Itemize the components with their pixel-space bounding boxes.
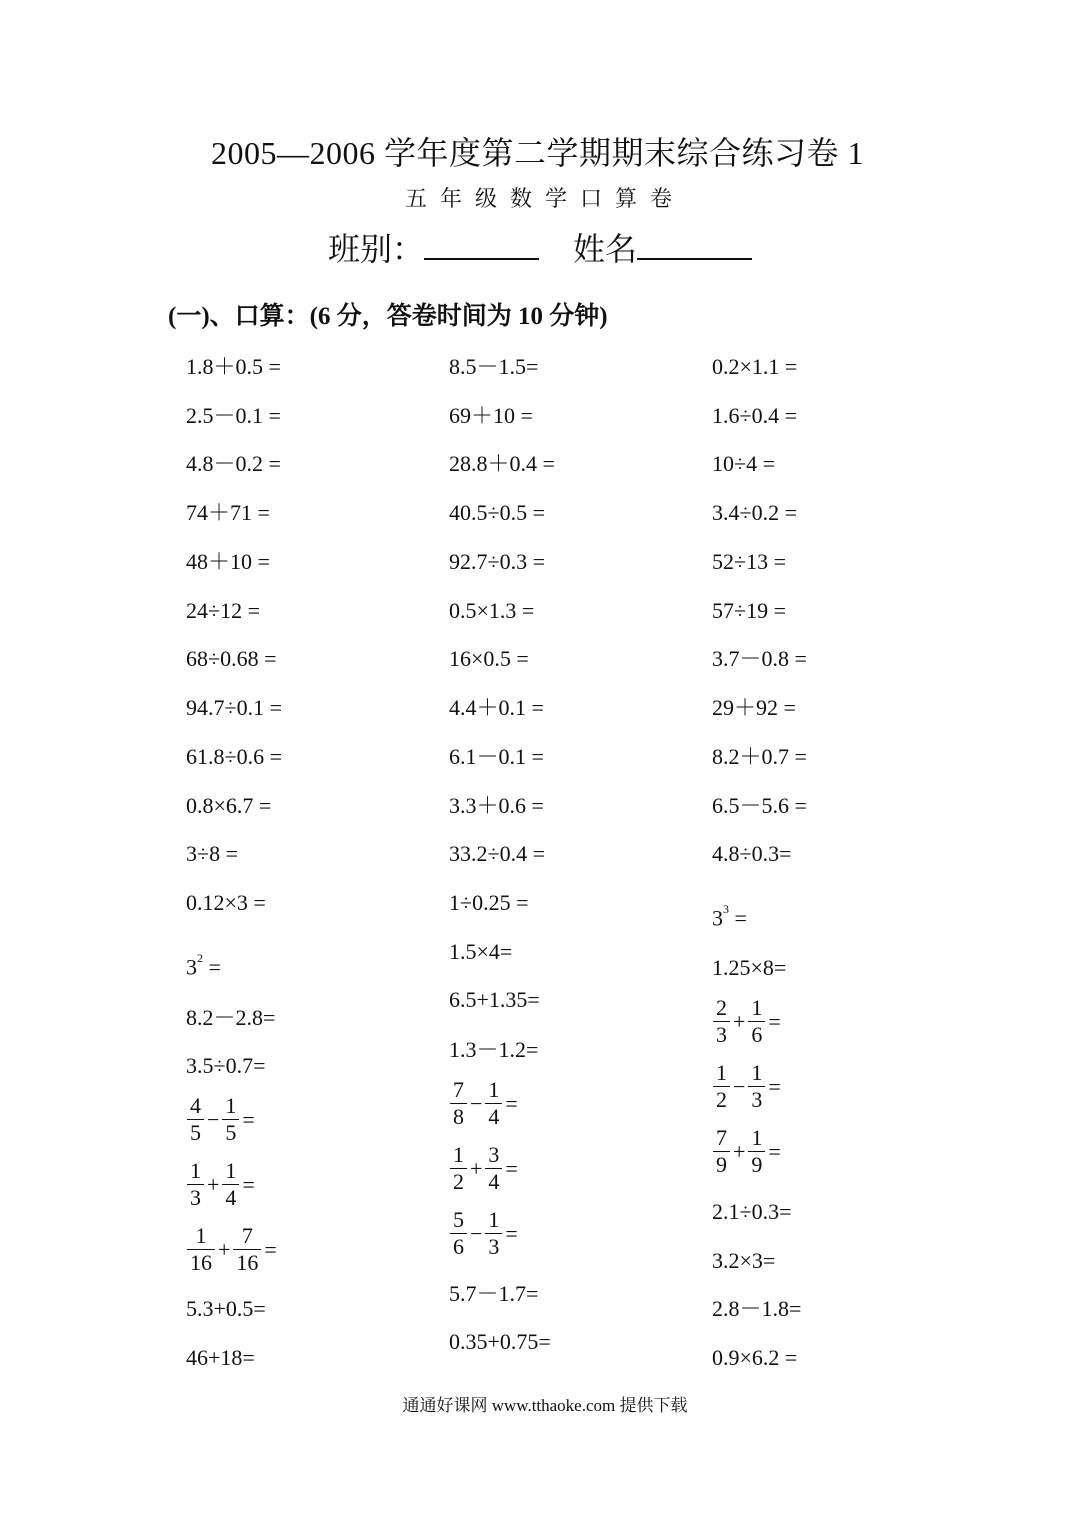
- denominator: 3: [190, 1185, 201, 1210]
- fraction: [748, 1125, 765, 1178]
- denominator: 6: [751, 1022, 763, 1047]
- operator: +: [218, 1236, 231, 1262]
- numerator: 3: [485, 1142, 502, 1169]
- problem-item: 74＋71 =: [186, 500, 270, 525]
- problem-item: 92.7÷0.3 =: [449, 549, 545, 574]
- problem-item: 1.25×8=: [712, 955, 787, 980]
- problem-item: 46+18=: [186, 1345, 255, 1370]
- fraction: [187, 1158, 204, 1211]
- problem-item: 0.8×6.7 =: [186, 793, 272, 818]
- fraction: [485, 1142, 502, 1195]
- problem-item: [186, 1223, 279, 1276]
- problem-item: 5.3+0.5=: [186, 1296, 266, 1321]
- fraction: [450, 1077, 467, 1130]
- problem-item: 2.5－0.1 =: [186, 403, 281, 428]
- class-blank[interactable]: [424, 228, 539, 260]
- numerator: 5: [450, 1207, 467, 1234]
- problem-item: [712, 1060, 783, 1113]
- fraction: [713, 1060, 730, 1113]
- problem-item: 3.7－0.8 =: [712, 646, 807, 671]
- fraction: [233, 1223, 261, 1276]
- footer-text: 通通好课网 www.tthaoke.com 提供下载: [402, 1396, 688, 1415]
- problem-item: 61.8÷0.6 =: [186, 744, 282, 769]
- problem-item: 1.5×4=: [449, 939, 513, 964]
- equals-sign: =: [729, 905, 747, 931]
- problem-item: 2.1÷0.3=: [712, 1199, 792, 1224]
- numerator: 4: [187, 1093, 204, 1120]
- numerator: 7: [233, 1223, 261, 1250]
- problem-item: 57÷19 =: [712, 598, 786, 623]
- fraction: [485, 1077, 502, 1130]
- fraction: [450, 1207, 467, 1260]
- problem-item: [449, 1142, 520, 1195]
- numerator: 1: [222, 1093, 239, 1120]
- problem-item: 94.7÷0.1 =: [186, 695, 282, 720]
- problem-item: 10÷4 =: [712, 451, 775, 476]
- problem-item: [712, 995, 783, 1048]
- equals-sign: =: [242, 1106, 255, 1132]
- operator: −: [207, 1106, 220, 1132]
- denominator: 4: [225, 1185, 237, 1210]
- power-base: 3: [712, 905, 723, 931]
- problem-item: 3.2×3=: [712, 1248, 776, 1273]
- problem-item: 6.1－0.1 =: [449, 744, 544, 769]
- fraction: [748, 1060, 765, 1113]
- problem-item: 69＋10 =: [449, 403, 533, 428]
- fraction: [187, 1093, 204, 1146]
- name-label: 姓名: [573, 231, 638, 267]
- problem-item: 0.12×3 =: [186, 890, 266, 915]
- problem-item: [186, 1158, 257, 1211]
- problem-item: 5.7－1.7=: [449, 1281, 539, 1306]
- denominator: 16: [190, 1250, 212, 1275]
- numerator: 1: [485, 1207, 502, 1234]
- equals-sign: =: [203, 954, 221, 980]
- fraction: [748, 995, 765, 1048]
- numerator: 7: [450, 1077, 467, 1104]
- problem-item: 4.4＋0.1 =: [449, 695, 544, 720]
- student-info-line: [328, 224, 752, 270]
- denominator: 5: [225, 1120, 237, 1145]
- problem-item: 68÷0.68 =: [186, 646, 277, 671]
- equals-sign: =: [242, 1171, 255, 1197]
- equals-sign: =: [505, 1220, 518, 1246]
- section-title: (一)、口算：(6 分，答卷时间为 10 分钟): [168, 303, 608, 330]
- problem-item: [186, 949, 221, 980]
- numerator: 1: [187, 1158, 204, 1185]
- numerator: 1: [187, 1223, 215, 1250]
- name-blank[interactable]: [637, 228, 752, 260]
- fraction: [713, 995, 730, 1048]
- problem-item: 28.8＋0.4 =: [449, 451, 555, 476]
- numerator: 2: [713, 995, 730, 1022]
- problem-item: 1.8＋0.5 =: [186, 354, 281, 379]
- fraction: [485, 1207, 502, 1260]
- equals-sign: =: [768, 1138, 781, 1164]
- problem-item: [186, 1093, 257, 1146]
- power-exponent: 2: [197, 951, 203, 965]
- equals-sign: =: [768, 1073, 781, 1099]
- fraction: [713, 1125, 730, 1178]
- page-subtitle: 五年级数学口算卷: [404, 186, 685, 211]
- denominator: 9: [751, 1152, 763, 1177]
- problem-item: 24÷12 =: [186, 598, 260, 623]
- power-exponent: 3: [723, 902, 729, 916]
- operator: −: [733, 1073, 746, 1099]
- problem-item: 3÷8 =: [186, 841, 238, 866]
- problem-item: [449, 1207, 520, 1260]
- denominator: 16: [236, 1250, 259, 1275]
- numerator: 1: [748, 1060, 765, 1087]
- problem-item: 1.3－1.2=: [449, 1037, 539, 1062]
- problem-item: 8.2＋0.7 =: [712, 744, 807, 769]
- denominator: 8: [453, 1104, 464, 1129]
- operator: −: [470, 1220, 483, 1246]
- numerator: 1: [485, 1077, 502, 1104]
- operator: +: [733, 1008, 746, 1034]
- numerator: 1: [748, 995, 765, 1022]
- denominator: 4: [488, 1169, 500, 1194]
- denominator: 9: [716, 1152, 727, 1177]
- problem-item: 1.6÷0.4 =: [712, 403, 797, 428]
- problem-item: [449, 1077, 520, 1130]
- problem-item: 4.8－0.2 =: [186, 451, 281, 476]
- problem-item: 33.2÷0.4 =: [449, 841, 545, 866]
- numerator: 1: [713, 1060, 730, 1087]
- problem-item: 8.5－1.5=: [449, 354, 539, 379]
- power-base: 3: [186, 954, 197, 980]
- equals-sign: =: [264, 1236, 277, 1262]
- denominator: 2: [716, 1087, 727, 1112]
- denominator: 3: [751, 1087, 763, 1112]
- denominator: 5: [190, 1120, 201, 1145]
- problem-item: 8.2－2.8=: [186, 1005, 276, 1030]
- problem-item: 0.5×1.3 =: [449, 598, 535, 623]
- operator: +: [733, 1138, 746, 1164]
- denominator: 2: [453, 1169, 464, 1194]
- problem-item: 3.5÷0.7=: [186, 1053, 266, 1078]
- problem-item: 40.5÷0.5 =: [449, 500, 545, 525]
- numerator: 7: [713, 1125, 730, 1152]
- problem-item: 3.4÷0.2 =: [712, 500, 797, 525]
- equals-sign: =: [768, 1008, 781, 1034]
- problem-item: 48＋10 =: [186, 549, 270, 574]
- numerator: 1: [222, 1158, 239, 1185]
- problem-item: 3.3＋0.6 =: [449, 793, 544, 818]
- page-title: 2005—2006 学年度第二学期期末综合练习卷 1: [210, 135, 864, 171]
- denominator: 3: [716, 1022, 727, 1047]
- fraction: [222, 1158, 239, 1211]
- problem-item: 0.9×6.2 =: [712, 1345, 798, 1370]
- problem-item: 1÷0.25 =: [449, 890, 529, 915]
- problem-item: 2.8－1.8=: [712, 1296, 802, 1321]
- equals-sign: =: [505, 1090, 518, 1116]
- denominator: 6: [453, 1234, 464, 1259]
- class-label: 班别：: [328, 231, 425, 267]
- problem-item: 29＋92 =: [712, 695, 796, 720]
- problem-item: 4.8÷0.3=: [712, 841, 792, 866]
- operator: +: [470, 1155, 483, 1181]
- denominator: 4: [488, 1104, 500, 1129]
- denominator: 3: [488, 1234, 500, 1259]
- problem-item: 0.35+0.75=: [449, 1329, 551, 1354]
- problem-item: 6.5+1.35=: [449, 987, 540, 1012]
- problem-item: 6.5－5.6 =: [712, 793, 807, 818]
- problem-item: 16×0.5 =: [449, 646, 529, 671]
- operator: −: [470, 1090, 483, 1116]
- problem-item: [712, 900, 747, 931]
- numerator: 1: [450, 1142, 467, 1169]
- problem-item: 52÷13 =: [712, 549, 786, 574]
- problem-item: [712, 1125, 783, 1178]
- operator: +: [207, 1171, 220, 1197]
- fraction: [187, 1223, 215, 1276]
- problem-item: 0.2×1.1 =: [712, 354, 798, 379]
- numerator: 1: [748, 1125, 765, 1152]
- equals-sign: =: [505, 1155, 518, 1181]
- fraction: [450, 1142, 467, 1195]
- fraction: [222, 1093, 239, 1146]
